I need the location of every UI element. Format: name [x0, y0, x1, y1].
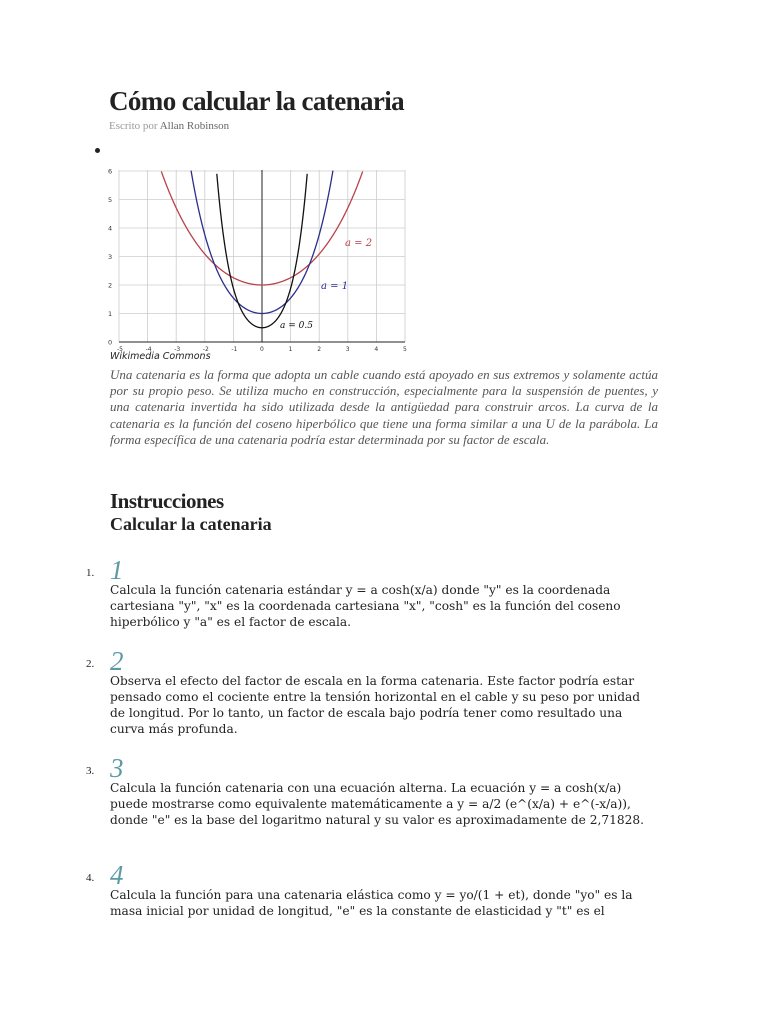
step-text: Calcula la función catenaria con una ecuación alterna. La ecuación y = a cosh(x/a) puede mostrarse como equivalente matemáticamente a y = a/2 (e^(x/a) + e^(-x/a)), donde "e" es la base del logaritmo natural y su valor es aproximadamente de 2,71828. — [110, 781, 644, 827]
x-tick-label: 4 — [374, 346, 379, 353]
x-tick-label: 0 — [260, 346, 264, 353]
x-tick-label: 3 — [345, 346, 350, 353]
step-marker: 4. — [86, 872, 95, 884]
step-number: 4 — [110, 860, 124, 890]
x-tick-label: 5 — [403, 346, 407, 353]
step-marker: 1. — [86, 567, 95, 579]
author-link[interactable]: Allan Robinson — [159, 120, 230, 132]
x-tick-label: -5 — [117, 346, 123, 353]
graph-ticks — [108, 168, 407, 354]
section-heading: Calcular la catenaria — [110, 514, 272, 534]
step-number: 1 — [110, 555, 124, 585]
step-text: Calcula la función para una catenaria elástica como y = yo/(1 + et), donde "yo" es la masa inicial por unidad de longitud, "e" es la constante de elasticidad y "t" es el — [110, 888, 633, 918]
x-tick-label: 1 — [288, 346, 293, 353]
step-text: Observa el efecto del factor de escala en la forma catenaria. Este factor podría estar pensado como el cociente entre la tensión horizontal en el cable y su peso por unidad de longitud. Por lo tanto, un factor de escala bajo podría tener como resultado una curva más profunda. — [110, 674, 641, 736]
graph-grid — [119, 170, 405, 342]
y-tick-label: 3 — [108, 253, 113, 261]
x-tick-label: -1 — [231, 346, 238, 353]
y-tick-label: 0 — [108, 338, 113, 347]
intro-paragraph: Una catenaria es la forma que adopta un cable cuando está apoyado en sus extremos y solamente actúa por su propio peso. Se utiliza mucho en construcción, especialmente para la suspensión de puentes, y una catenaria invertida ha sido utilizada desde la antigüedad para construir arcos. La curva de la catenaria es la función del coseno hiperbólico que tiene una forma similar a una U de la parábola. La forma específica de una catenaria podría estar determinada por su factor de escala. — [110, 367, 658, 447]
x-tick-label: -2 — [202, 346, 209, 353]
article-title: Cómo calcular la catenaria — [109, 86, 405, 116]
label-a-0-5: a = 0.5 — [280, 321, 313, 331]
y-tick-label: 1 — [108, 310, 113, 318]
y-tick-label: 5 — [108, 196, 113, 204]
label-a-2: a = 2 — [345, 238, 373, 249]
x-tick-label: 2 — [317, 346, 322, 353]
label-a-1: a = 1 — [321, 281, 349, 292]
y-tick-label: 4 — [108, 224, 113, 233]
byline — [109, 120, 229, 132]
step-marker: 2. — [86, 658, 95, 670]
figure-caption: Wikimedia Commons — [110, 351, 211, 362]
step-text: Calcula la función catenaria estándar y = a cosh(x/a) donde "y" es la coordenada cartesiana "y", "x" es la coordenada cartesiana "x", "cosh" es la función del coseno hiperbólico y "a" es el factor de escala. — [110, 583, 621, 629]
step-marker: 3. — [86, 765, 95, 777]
step-number: 3 — [110, 753, 124, 783]
y-tick-label: 2 — [108, 281, 113, 290]
instructions-heading: Instrucciones — [110, 489, 224, 513]
x-tick-label: -3 — [174, 346, 181, 353]
x-tick-label: -4 — [145, 346, 152, 353]
catenary-graph — [107, 165, 412, 357]
step-number: 2 — [110, 646, 124, 676]
list-bullet — [95, 148, 100, 153]
byline-prefix: Escrito por — [109, 120, 158, 132]
y-tick-label: 6 — [108, 167, 113, 176]
